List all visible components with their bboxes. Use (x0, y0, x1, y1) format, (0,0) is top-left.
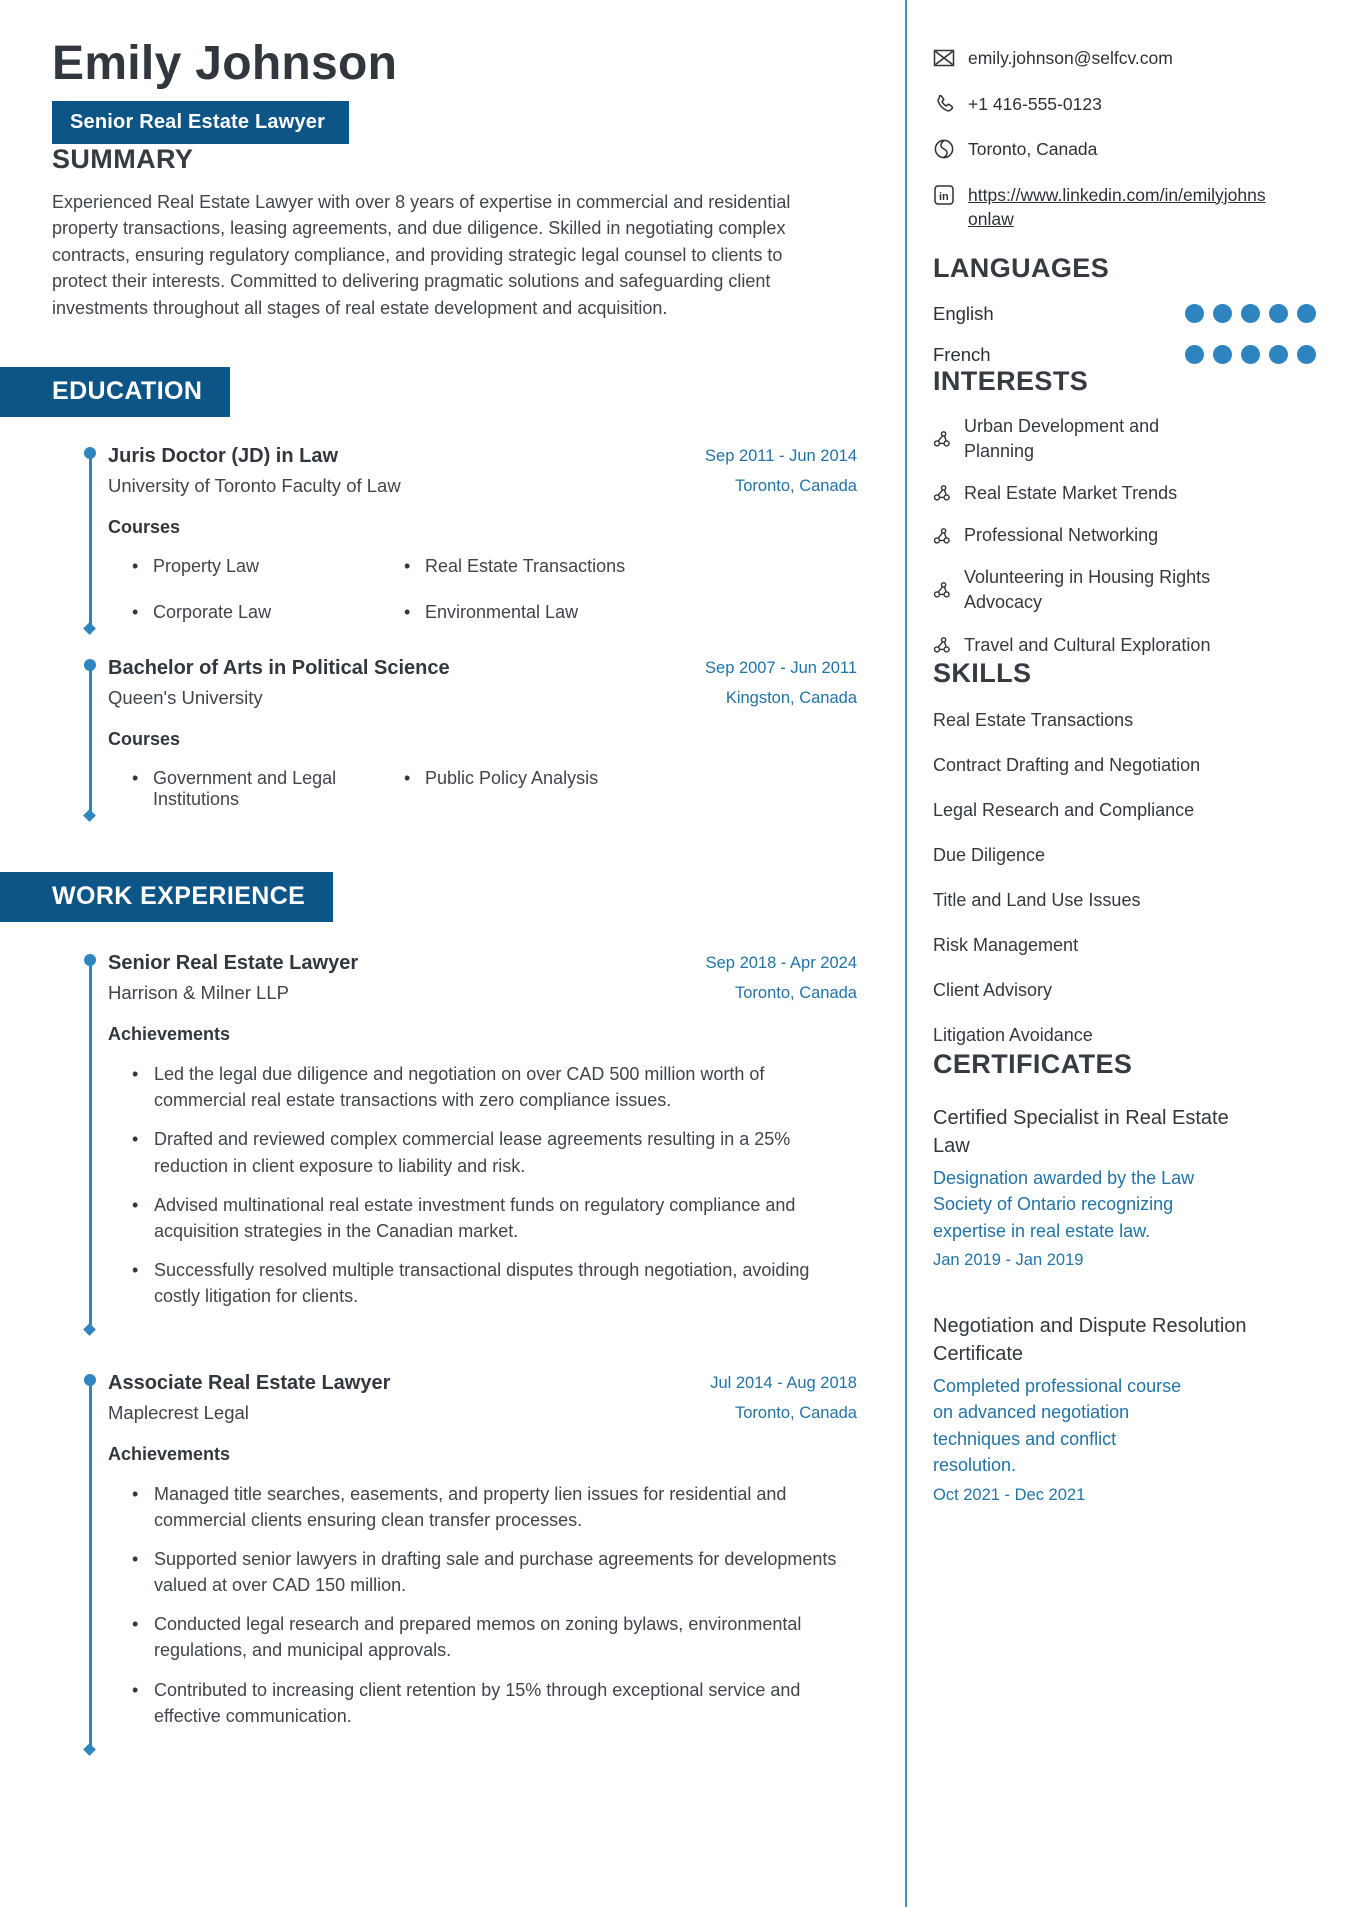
person-name: Emily Johnson (52, 37, 398, 90)
achievements-list (132, 1061, 837, 1309)
level-dot (1185, 345, 1204, 364)
languages-heading: LANGUAGES (933, 252, 1110, 283)
skill-item: Contract Drafting and Negotiation (933, 754, 1201, 775)
language-level-dots (1185, 304, 1316, 323)
achievements-label: Achievements (108, 1024, 231, 1045)
hobby-icon (933, 581, 951, 599)
job-title: Senior Real Estate Lawyer (108, 952, 359, 975)
language-name: French (933, 343, 991, 365)
achievement-item: • Drafted and reviewed complex commercial lease agreements resulting in a 25% reduction in client exposure to liability and risk. (132, 1126, 837, 1178)
certificate-description: Designation awarded by the Law Society of Ontario recognizing expertise in real estate law. (933, 1167, 1195, 1241)
level-dot (1213, 345, 1232, 364)
interest-item (933, 633, 1316, 658)
interests-list (933, 414, 1316, 658)
work-entry (52, 1372, 857, 1750)
certificate-item (933, 1312, 1316, 1505)
timeline-dot (84, 1374, 96, 1386)
phone-icon (933, 93, 955, 115)
sidebar-column (905, 0, 1350, 1907)
school-name: University of Toronto Faculty of Law (108, 475, 401, 497)
date-range: Jul 2014 - Aug 2018 (710, 1374, 857, 1393)
interests-heading: INTERESTS (933, 365, 1089, 396)
achievement-item: • Conducted legal research and prepared memos on zoning bylaws, environmental regulations, and municipal approvals. (132, 1611, 837, 1663)
skill-item: Due Diligence (933, 844, 1046, 865)
skill-item: Risk Management (933, 934, 1079, 955)
interest-label: Real Estate Market Trends (964, 482, 1178, 503)
work-entry (52, 952, 857, 1330)
contact-email-row (933, 46, 1316, 71)
skill-item: Real Estate Transactions (933, 709, 1134, 730)
date-range: Sep 2011 - Jun 2014 (705, 447, 857, 466)
certificate-dates: Jan 2019 - Jan 2019 (933, 1250, 1084, 1269)
course-item: • Corporate Law (132, 602, 404, 623)
education-entry (52, 657, 857, 816)
course-item: • Government and Legal Institutions (132, 768, 404, 810)
date-range: Sep 2007 - Jun 2011 (705, 659, 857, 678)
work-entry-titles (108, 1372, 390, 1424)
courses-list (132, 556, 857, 623)
skill-item: Legal Research and Compliance (933, 799, 1195, 820)
work-entry-header (108, 1372, 857, 1424)
skill-item: Client Advisory (933, 979, 1053, 1000)
timeline-diamond (83, 1323, 96, 1336)
skill-item: Litigation Avoidance (933, 1024, 1093, 1045)
level-dot (1241, 304, 1260, 323)
work-entry-meta (706, 952, 857, 1004)
level-dot (1297, 345, 1316, 364)
certificates-heading: CERTIFICATES (933, 1048, 1133, 1079)
contact-location: Toronto, Canada (968, 139, 1098, 159)
timeline-diamond (83, 622, 96, 635)
hobby-icon (933, 636, 951, 654)
achievement-item: • Managed title searches, easements, and property lien issues for residential and commercial clients ensuring clean transfer processes. (132, 1481, 837, 1533)
courses-list (132, 768, 857, 810)
interest-item (933, 481, 1316, 506)
certificate-dates: Oct 2021 - Dec 2021 (933, 1485, 1086, 1504)
hobby-icon (933, 484, 951, 502)
contact-phone-row (933, 92, 1316, 117)
work-entry-titles (108, 952, 358, 1004)
interest-item (933, 565, 1316, 615)
timeline-diamond (83, 1743, 96, 1756)
email-icon (933, 47, 955, 69)
achievement-item: • Led the legal due diligence and negotiation on over CAD 500 million worth of commercial real estate transactions with zero compliance issues. (132, 1061, 837, 1113)
job-title-banner (52, 101, 349, 144)
summary-text: Experienced Real Estate Lawyer with over 8 years of expertise in commercial and residential property transactions, leasing agreements, and due diligence. Skilled in negotiating complex contracts, ensuring regulatory compliance, and providing strategic legal counsel to clients to protect their interests. Committed to delivering pragmatic solutions and safeguarding client investments throughout all stages of real estate development and acquisition. (52, 192, 791, 318)
achievement-item: • Successfully resolved multiple transactional disputes through negotiation, avoiding costly litigation for clients. (132, 1257, 837, 1309)
language-name: English (933, 302, 994, 324)
hobby-icon (933, 430, 951, 448)
location-text: Toronto, Canada (734, 984, 857, 1003)
hobby-icon (933, 527, 951, 545)
level-dot (1213, 304, 1232, 323)
course-item: • Real Estate Transactions (404, 556, 857, 577)
language-row (933, 344, 1316, 366)
work-entry-header (108, 952, 857, 1004)
course-item: • Property Law (132, 556, 404, 577)
date-range: Sep 2018 - Apr 2024 (705, 954, 857, 973)
timeline-dot (84, 659, 96, 671)
level-dot (1269, 304, 1288, 323)
courses-label: Courses (108, 517, 181, 538)
contact-phone: +1 416-555-0123 (968, 93, 1102, 114)
education-entry-header (108, 657, 857, 709)
company-name: Harrison & Milner LLP (108, 982, 289, 1004)
language-row (933, 303, 1316, 325)
linkedin-link[interactable]: https://www.linkedin.com/in/emilyjohnsonlaw (968, 184, 1266, 229)
skills-heading: SKILLS (933, 657, 1032, 688)
company-name: Maplecrest Legal (108, 1402, 249, 1424)
timeline-diamond (83, 809, 96, 822)
courses-label: Courses (108, 729, 181, 750)
interest-item (933, 523, 1316, 548)
svg-text:in: in (939, 190, 949, 203)
course-item: • Environmental Law (404, 602, 857, 623)
globe-icon (933, 138, 955, 160)
education-entry-titles (108, 657, 450, 709)
work-section-heading: WORK EXPERIENCE (0, 872, 333, 922)
interest-label: Travel and Cultural Exploration (964, 634, 1211, 655)
school-name: Queen's University (108, 687, 263, 709)
education-entry (52, 445, 857, 629)
contact-linkedin-row (933, 183, 1316, 232)
interest-label: Professional Networking (964, 525, 1159, 546)
education-entry-meta (705, 445, 857, 497)
education-entry-header (108, 445, 857, 497)
contact-email: emily.johnson@selfcv.com (968, 48, 1173, 68)
achievement-item: • Supported senior lawyers in drafting sale and purchase agreements for developments valued at over CAD 150 million. (132, 1546, 837, 1598)
education-entry-meta (705, 657, 857, 709)
education-entry-titles (108, 445, 401, 497)
job-title: Associate Real Estate Lawyer (108, 1372, 391, 1395)
achievement-item: • Advised multinational real estate investment funds on regulatory compliance and acquisition strategies in the Canadian market. (132, 1192, 837, 1244)
location-text: Toronto, Canada (734, 477, 857, 496)
achievement-item: • Contributed to increasing client retention by 15% through exceptional service and effective communication. (132, 1677, 837, 1729)
skill-item: Title and Land Use Issues (933, 889, 1141, 910)
timeline-dot (84, 954, 96, 966)
level-dot (1297, 304, 1316, 323)
achievements-list (132, 1481, 837, 1729)
location-text: Kingston, Canada (725, 689, 857, 708)
certificate-description: Completed professional course on advanced negotiation techniques and conflict resolution. (933, 1375, 1182, 1476)
degree-title: Juris Doctor (JD) in Law (108, 445, 339, 468)
achievements-label: Achievements (108, 1444, 231, 1465)
location-text: Toronto, Canada (734, 1404, 857, 1423)
level-dot (1185, 304, 1204, 323)
certificate-item (933, 1104, 1316, 1270)
linkedin-icon (933, 184, 955, 206)
work-entry-meta (710, 1372, 857, 1424)
skills-list (933, 707, 1316, 1049)
certificate-name: Negotiation and Dispute Resolution Certificate (933, 1314, 1247, 1366)
degree-title: Bachelor of Arts in Political Science (108, 657, 450, 680)
level-dot (1241, 345, 1260, 364)
education-section-heading: EDUCATION (0, 367, 230, 417)
interest-label: Urban Development and Planning (964, 415, 1160, 461)
contact-location-row (933, 137, 1316, 162)
interest-item (933, 414, 1316, 464)
job-title-text: Senior Real Estate Lawyer (70, 111, 326, 133)
summary-heading: SUMMARY (52, 144, 194, 174)
timeline-dot (84, 447, 96, 459)
language-level-dots (1185, 345, 1316, 364)
level-dot (1269, 345, 1288, 364)
certificate-name: Certified Specialist in Real Estate Law (933, 1106, 1229, 1158)
course-item: • Public Policy Analysis (404, 768, 857, 810)
interest-label: Volunteering in Housing Rights Advocacy (964, 567, 1211, 613)
